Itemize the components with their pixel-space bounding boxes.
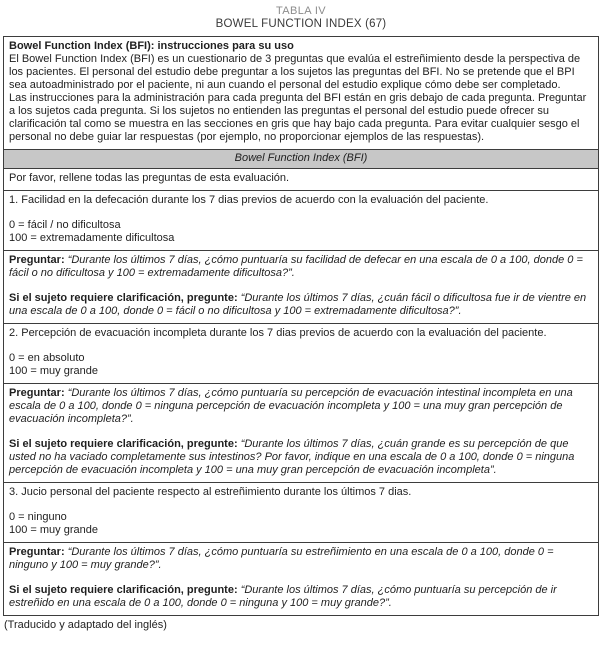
question-2-instructions-row: [4, 384, 598, 483]
ask-paragraph: [9, 254, 593, 280]
blank-line: [9, 572, 593, 584]
question-3-row: [4, 483, 598, 543]
bfi-table: [3, 36, 599, 616]
clarify-paragraph: [9, 438, 593, 477]
clarify-label: Si el sujeto requiere clarificación, pregunte:: [9, 292, 238, 304]
question-1-instructions-row: [4, 251, 598, 324]
ask-quote: “Durante los últimos 7 días, ¿cómo puntuaría su facilidad de defecar en una escala de 0 a 100, donde 0 = fácil o no dificultosa y 100 = extremadamente dificultosa?”.: [9, 254, 583, 279]
clarify-quote: “Durante los últimos 7 días, ¿cuán grande es su percepción de que usted no ha vaciado completamente sus intestinos? Por favor, indique en una escala de 0 a 100, donde 0 = ninguna percepción de evacuación incompleta y 100 = una muy gran percepción de evacuación incompleta”.: [9, 438, 575, 476]
clarify-quote: “Durante los últimos 7 días, ¿cómo puntuaría su percepción de ir estreñido en una escala de 0 a 100, donde 0 = ninguna y 100 = muy grande?”.: [9, 584, 557, 609]
fill-instruction-row: [4, 169, 598, 191]
anchor-high: 100 = muy grande: [9, 524, 98, 536]
clarify-label: Si el sujeto requiere clarificación, pregunte:: [9, 584, 238, 596]
anchor-low: 0 = ninguno: [9, 511, 67, 523]
question-text: 3. Jucio personal del paciente respecto al estreñimiento durante los últimos 7 dias.: [9, 486, 412, 498]
blank-line: [9, 499, 593, 511]
table-number: TABLA IV: [275, 5, 327, 17]
title-block: [3, 5, 599, 31]
question-3-instructions-row: [4, 543, 598, 615]
ask-label: Preguntar:: [9, 387, 65, 399]
anchor-low: 0 = fácil / no dificultosa: [9, 219, 121, 231]
blank-line: [9, 340, 593, 352]
fill-instruction-text: Por favor, rellene todas las preguntas de esta evaluación.: [9, 172, 290, 184]
anchor-high: 100 = muy grande: [9, 365, 98, 377]
clarify-quote: “Durante los últimos 7 días, ¿cuán fácil o dificultosa fue ir de vientre en una escala de 0 a 100, donde 0 = fácil o no dificultosa y 100 = extremadamente dificultosa?”.: [9, 292, 587, 317]
intro-row: [4, 37, 598, 150]
section-band-title: Bowel Function Index (BFI): [234, 152, 368, 164]
anchor-high: 100 = extremadamente dificultosa: [9, 232, 175, 244]
question-2-row: [4, 324, 598, 384]
clarify-paragraph: [9, 584, 593, 610]
ask-label: Preguntar:: [9, 254, 65, 266]
ask-paragraph: [9, 387, 593, 426]
question-text: 1. Facilidad en la defecación durante los 7 dias previos de acuerdo con la evaluación del paciente.: [9, 194, 489, 206]
intro-paragraph-1: El Bowel Function Index (BFI) es un cuestionario de 3 preguntas que evalúa el estreñimiento desde la perspectiva de los pacientes. El personal del estudio debe preguntar a los sujetos las preguntas del BFI. No se pretende que el BPI sea autoadministrado por el paciente, ni aun cuando el personal del estudio explique cómo debe ser completado.: [9, 53, 581, 91]
ask-label: Preguntar:: [9, 546, 65, 558]
question-1-row: [4, 191, 598, 251]
clarify-label: Si el sujeto requiere clarificación, pregunte:: [9, 438, 238, 450]
section-band: [4, 150, 598, 169]
question-text: 2. Percepción de evacuación incompleta durante los 7 dias previos de acuerdo con la evaluación del paciente.: [9, 327, 547, 339]
anchor-low: 0 = en absoluto: [9, 352, 85, 364]
blank-line: [9, 280, 593, 292]
ask-quote: “Durante los últimos 7 días, ¿cómo puntuaría su estreñimiento en una escala de 0 a 100, donde 0 = ninguno y 100 = muy grande?”.: [9, 546, 554, 571]
translation-footnote: (Traducido y adaptado del inglés): [4, 619, 167, 631]
clarify-paragraph: [9, 292, 593, 318]
intro-heading: Bowel Function Index (BFI): instrucciones para su uso: [9, 40, 294, 52]
page-title: BOWEL FUNCTION INDEX (67): [215, 18, 387, 30]
intro-paragraph-2: Las instrucciones para la administración para cada pregunta del BFI están en gris debajo de cada pregunta. Preguntar a los sujetos cada pregunta. Si los sujetos no entienden las preguntas el personal del estudio puede ofrecer su clarificación tal como se muestra en las secciones en gris que hay bajo cada pregunta. Para evitar cualquier sesgo el personal no debe guiar lar respuestas (por ejemplo, no proporcionar ejemplos de las respuestas).: [9, 92, 587, 143]
blank-line: [9, 426, 593, 438]
ask-paragraph: [9, 546, 593, 572]
blank-line: [9, 207, 593, 219]
ask-quote: “Durante los últimos 7 días, ¿cómo puntuaría su percepción de evacuación intestinal incompleta en una escala de 0 a 100, donde 0 = ninguna percepción de evacuación incompleta y 100 = una muy gran percepción de evacuación incompleta?”.: [9, 387, 573, 425]
